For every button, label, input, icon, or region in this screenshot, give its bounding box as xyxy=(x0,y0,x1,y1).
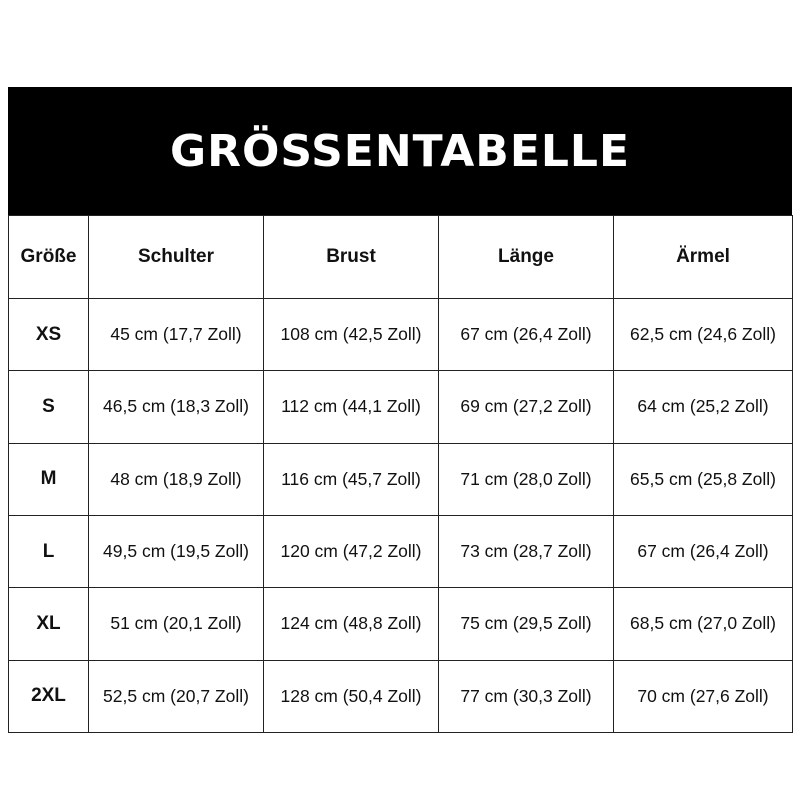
chest-value: 128 cm (50,4 Zoll) xyxy=(264,660,439,732)
shoulder-value: 48 cm (18,9 Zoll) xyxy=(89,443,264,515)
shoulder-value: 51 cm (20,1 Zoll) xyxy=(89,588,264,660)
size-label: XS xyxy=(9,299,89,371)
shoulder-value: 52,5 cm (20,7 Zoll) xyxy=(89,660,264,732)
header-shoulder: Schulter xyxy=(89,216,264,299)
header-length: Länge xyxy=(439,216,614,299)
shoulder-value: 49,5 cm (19,5 Zoll) xyxy=(89,515,264,587)
size-label: M xyxy=(9,443,89,515)
length-value: 71 cm (28,0 Zoll) xyxy=(439,443,614,515)
size-chart xyxy=(8,87,792,733)
header-row xyxy=(9,216,793,299)
shoulder-value: 45 cm (17,7 Zoll) xyxy=(89,299,264,371)
header-sleeve: Ärmel xyxy=(614,216,793,299)
length-value: 67 cm (26,4 Zoll) xyxy=(439,299,614,371)
sleeve-value: 65,5 cm (25,8 Zoll) xyxy=(614,443,793,515)
table-row xyxy=(9,371,793,443)
size-table xyxy=(8,215,793,733)
shoulder-value: 46,5 cm (18,3 Zoll) xyxy=(89,371,264,443)
sleeve-value: 62,5 cm (24,6 Zoll) xyxy=(614,299,793,371)
length-value: 69 cm (27,2 Zoll) xyxy=(439,371,614,443)
length-value: 75 cm (29,5 Zoll) xyxy=(439,588,614,660)
table-row xyxy=(9,299,793,371)
sleeve-value: 64 cm (25,2 Zoll) xyxy=(614,371,793,443)
chest-value: 124 cm (48,8 Zoll) xyxy=(264,588,439,660)
chest-value: 116 cm (45,7 Zoll) xyxy=(264,443,439,515)
table-row xyxy=(9,443,793,515)
page-title: GRÖSSENTABELLE xyxy=(169,125,631,177)
title-bar xyxy=(8,87,792,215)
size-label: 2XL xyxy=(9,660,89,732)
sleeve-value: 70 cm (27,6 Zoll) xyxy=(614,660,793,732)
header-chest: Brust xyxy=(264,216,439,299)
size-label: S xyxy=(9,371,89,443)
table-row xyxy=(9,515,793,587)
sleeve-value: 68,5 cm (27,0 Zoll) xyxy=(614,588,793,660)
chest-value: 112 cm (44,1 Zoll) xyxy=(264,371,439,443)
table-row xyxy=(9,660,793,732)
size-label: L xyxy=(9,515,89,587)
chest-value: 108 cm (42,5 Zoll) xyxy=(264,299,439,371)
length-value: 73 cm (28,7 Zoll) xyxy=(439,515,614,587)
table-row xyxy=(9,588,793,660)
sleeve-value: 67 cm (26,4 Zoll) xyxy=(614,515,793,587)
header-size: Größe xyxy=(9,216,89,299)
length-value: 77 cm (30,3 Zoll) xyxy=(439,660,614,732)
size-label: XL xyxy=(9,588,89,660)
chest-value: 120 cm (47,2 Zoll) xyxy=(264,515,439,587)
